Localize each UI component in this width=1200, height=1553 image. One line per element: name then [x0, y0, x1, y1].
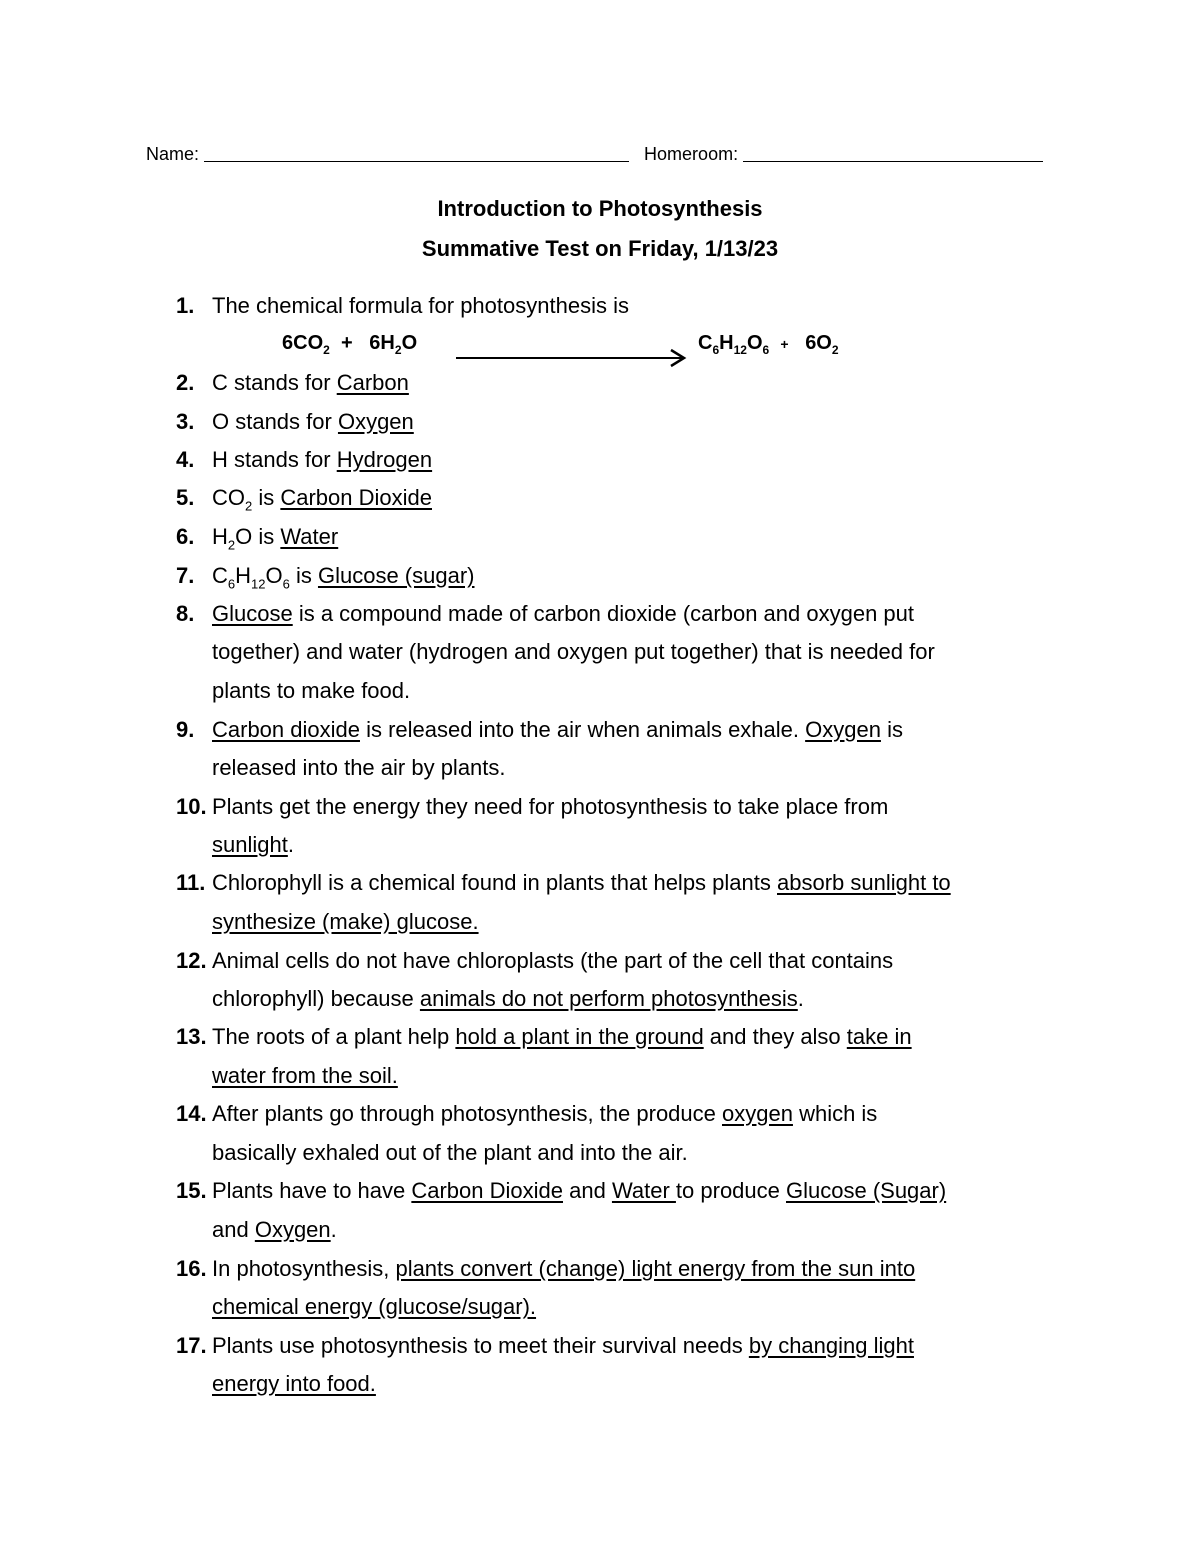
item-text: . [330, 1217, 337, 1242]
answer-text: synthesize (make) glucose. [212, 909, 479, 934]
list-item [176, 788, 1076, 827]
list-item [176, 864, 1076, 903]
item-text-continued [212, 1057, 398, 1096]
item-text: CO [212, 485, 245, 510]
equation-products [698, 332, 839, 357]
subscript: 6 [227, 576, 236, 592]
item-text: is released into the air when animals exhale. [359, 717, 806, 742]
product-glucose-o: O [746, 332, 763, 354]
homeroom-blank-line[interactable] [743, 143, 1043, 162]
answer-text: Carbon [336, 370, 409, 395]
item-text: The roots of a plant help [212, 1024, 456, 1049]
item-number: 10. [176, 794, 207, 819]
item-number: 5. [176, 485, 195, 510]
item-text: and [212, 1217, 255, 1242]
item-number: 7. [176, 563, 195, 588]
plus-sign: + [340, 332, 353, 354]
item-number: 14. [176, 1101, 207, 1126]
item-text: Chlorophyll is a chemical found in plants that helps plants [212, 870, 777, 895]
item-text-continued [212, 826, 294, 865]
item-text: O is [235, 524, 281, 549]
answer-text: Hydrogen [336, 447, 433, 472]
list-item [176, 1327, 1076, 1366]
item-number: 16. [176, 1256, 207, 1281]
name-blank-line[interactable] [204, 143, 629, 162]
item-text: H stands for [212, 447, 337, 472]
homeroom-label: Homeroom: [644, 144, 739, 164]
equation-reactants [282, 332, 417, 357]
answer-text: Carbon Dioxide [280, 485, 432, 510]
subscript: 2 [227, 537, 236, 553]
list-item [176, 403, 1076, 442]
list-item [176, 1018, 1076, 1057]
item-text: is [289, 563, 318, 588]
answer-text: take in [846, 1024, 912, 1049]
subscript: 6 [762, 343, 770, 357]
item-text-continued: together) and water (hydrogen and oxygen put together) that is needed for [212, 639, 935, 664]
answer-text: water from the soil. [212, 1063, 398, 1088]
plus-sign: + [780, 336, 789, 352]
item-text: is a compound made of carbon dioxide (carbon and oxygen put [292, 601, 915, 626]
item-text: O stands for [212, 409, 338, 434]
item-number: 4. [176, 447, 195, 472]
list-item [176, 1250, 1076, 1289]
item-text: . [797, 986, 804, 1011]
answer-text: Carbon dioxide [212, 717, 360, 742]
item-number: 3. [176, 409, 195, 434]
subscript: 2 [323, 343, 330, 357]
subscript: 6 [282, 576, 290, 592]
subscript: 2 [394, 343, 402, 357]
answer-text: chemical energy (glucose/sugar). [212, 1294, 537, 1319]
item-number: 1. [176, 293, 195, 318]
item-text-continued [212, 903, 479, 942]
item-number: 6. [176, 524, 195, 549]
answer-text: by changing light [748, 1333, 914, 1358]
item-text: Plants use photosynthesis to meet their survival needs [212, 1333, 749, 1358]
answer-text: Oxygen [337, 409, 414, 434]
answer-text: Carbon Dioxide [411, 1178, 563, 1203]
item-number: 13. [176, 1024, 207, 1049]
page-title: Introduction to Photosynthesis [437, 196, 763, 221]
subscript: 12 [733, 343, 747, 357]
item-text: chlorophyll) because [212, 986, 420, 1011]
subscript: 12 [251, 576, 266, 592]
answer-text: Oxygen [805, 717, 881, 742]
subscript: 6 [712, 343, 720, 357]
product-glucose-c: C [698, 332, 713, 354]
answer-text: Glucose (sugar) [317, 563, 475, 588]
item-text-continued [212, 1365, 376, 1404]
item-text-continued [212, 1211, 337, 1250]
list-item [176, 711, 1076, 750]
list-item [176, 942, 1076, 981]
answer-text: Glucose (Sugar) [786, 1178, 947, 1203]
item-text-continued: basically exhaled out of the plant and into the air. [212, 1140, 688, 1165]
item-text: and they also [703, 1024, 847, 1049]
answer-text: Water [611, 1178, 676, 1203]
item-text: . [287, 832, 294, 857]
reactant-h2o: 6H [369, 332, 395, 354]
name-label: Name: [146, 144, 200, 164]
item-text: C [212, 563, 228, 588]
item-text: which is [792, 1101, 878, 1126]
item-number: 17. [176, 1333, 207, 1358]
item-text: H [235, 563, 252, 588]
student-info-header [146, 143, 1043, 165]
item-text: In photosynthesis, [212, 1256, 396, 1281]
list-item [176, 1172, 1076, 1211]
item-number: 15. [176, 1178, 207, 1203]
item-text-continued [212, 1288, 536, 1327]
answer-text: animals do not perform photosynthesis [419, 986, 798, 1011]
answer-text: Glucose [212, 601, 293, 626]
reactant-co2: 6CO [282, 332, 324, 354]
item-text-continued [212, 980, 804, 1019]
item-text: Animal cells do not have chloroplasts (the part of the cell that contains [212, 948, 894, 973]
list-item [176, 287, 1076, 326]
answer-text: absorb sunlight to [777, 870, 951, 895]
item-number: 2. [176, 370, 195, 395]
item-number: 8. [176, 601, 195, 626]
list-item [176, 595, 1076, 634]
item-number: 9. [176, 717, 195, 742]
subscript: 2 [831, 343, 839, 357]
item-text: After plants go through photosynthesis, the produce [212, 1101, 722, 1126]
item-text: H [212, 524, 228, 549]
answer-text: energy into food. [212, 1371, 376, 1396]
answer-text: plants convert (change) light energy from the sun into [395, 1256, 916, 1281]
item-text: is [880, 717, 903, 742]
list-item [176, 364, 1076, 403]
answer-text: oxygen [722, 1101, 793, 1126]
answer-text: Oxygen [254, 1217, 331, 1242]
item-number: 11. [176, 870, 206, 895]
subscript: 2 [245, 498, 253, 514]
list-item [176, 1095, 1076, 1134]
item-text: Plants have to have [212, 1178, 412, 1203]
product-glucose-h: H [719, 332, 734, 354]
page-subtitle: Summative Test on Friday, 1/13/23 [421, 236, 779, 261]
answer-text: hold a plant in the ground [455, 1024, 704, 1049]
item-text-continued: plants to make food. [212, 678, 411, 703]
item-text: Plants get the energy they need for photosynthesis to take place from [212, 794, 889, 819]
product-o2: 6O [805, 332, 832, 354]
reactant-h2o-o: O [401, 332, 418, 354]
item-text: and [563, 1178, 612, 1203]
item-text-continued: released into the air by plants. [212, 755, 506, 780]
item-text: The chemical formula for photosynthesis is [212, 293, 629, 318]
item-number: 12. [176, 948, 207, 973]
item-text: C stands for [212, 370, 337, 395]
list-item [176, 441, 1076, 480]
item-text: O [265, 563, 283, 588]
item-text: to produce [675, 1178, 786, 1203]
answer-text: Water [280, 524, 339, 549]
answer-text: sunlight [212, 832, 288, 857]
item-text: is [252, 485, 281, 510]
